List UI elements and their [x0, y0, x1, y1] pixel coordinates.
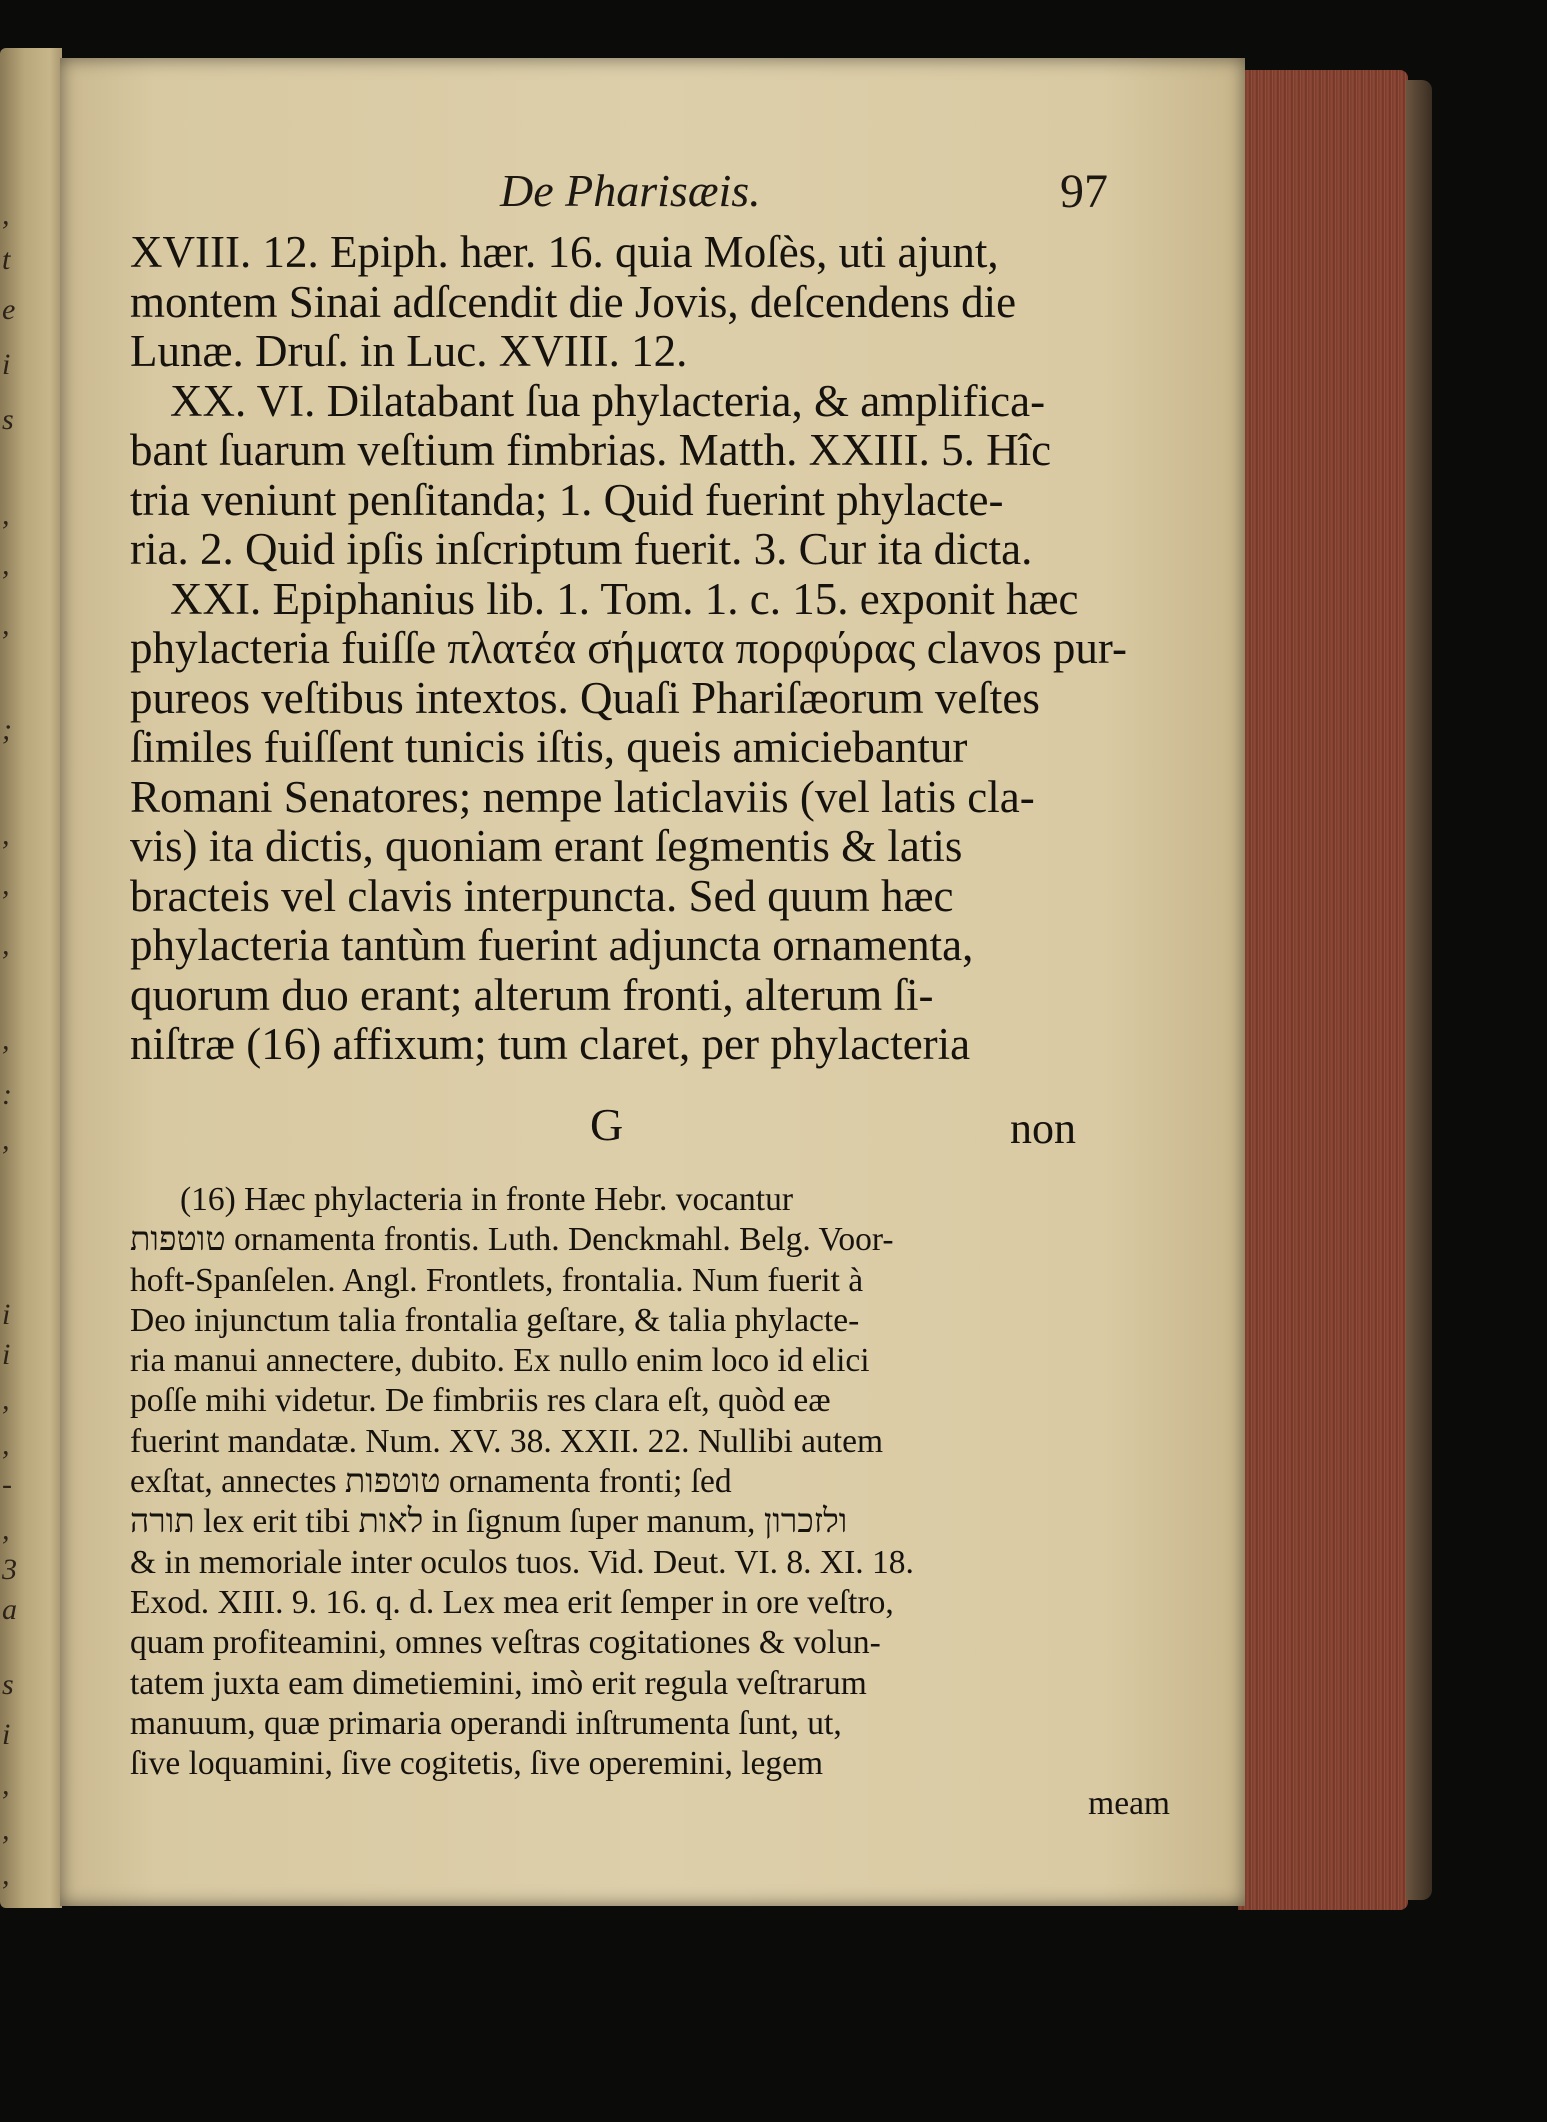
margin-mark: , [2, 1383, 10, 1416]
text-line: phylacteria fuiſſe πλατέα σήματα πορφύρας clavos pur- [130, 623, 1127, 673]
text-line: pureos veſtibus intextos. Quaſi Phariſæorum veſtes [130, 672, 1040, 723]
left-page-edge [0, 48, 62, 1908]
text-line: vis) ita dictis, quoniam erant ſegmentis & latis [130, 821, 963, 871]
footnote-line: Deo injunctum talia frontalia geſtare, & talia phylacte- [130, 1301, 860, 1339]
margin-mark: , [2, 608, 10, 641]
footnote-line: טוטפות ornamenta frontis. Luth. Denckmahl. Belg. Voor- [130, 1221, 894, 1259]
margin-mark: a [2, 1593, 17, 1626]
text-line: niſtræ (16) affixum; tum claret, per phylacteria [130, 1019, 971, 1069]
margin-mark: , [2, 1768, 10, 1801]
margin-mark: , [2, 1513, 10, 1546]
footnote-line: exſtat, annectes טוטפות ornamenta fronti; ſed [130, 1463, 732, 1501]
margin-mark: s [2, 403, 14, 436]
text-line: tria veniunt penſitanda; 1. Quid fuerint phylacte- [130, 474, 1004, 525]
page-number: 97 [1060, 165, 1108, 218]
margin-mark: , [2, 818, 10, 851]
text-line: XXI. Epiphanius lib. 1. Tom. 1. c. 15. exponit hæc [170, 573, 1079, 624]
margin-mark: , [2, 198, 10, 231]
running-title: De Pharisæis. [500, 165, 761, 216]
footnote-line: meam [1088, 1785, 1170, 1823]
book-page-block-edge [1238, 70, 1408, 1910]
footnote-line: (16) Hæc phylacteria in fronte Hebr. vocantur [180, 1181, 794, 1218]
margin-mark: , [2, 1858, 10, 1891]
margin-mark: ; [2, 713, 12, 746]
margin-mark: i [2, 1718, 11, 1751]
footnote-line: hoft-Spanſelen. Angl. Frontlets, frontalia. Num fuerit à [130, 1261, 864, 1299]
margin-mark: t [2, 243, 11, 276]
text-line: quorum duo erant; alterum fronti, alterum ſi- [130, 969, 934, 1020]
margin-mark: i [2, 1338, 11, 1371]
footnote [130, 1180, 1170, 1825]
footnote-line: quam profiteamini, omnes veſtras cogitationes & volun- [130, 1624, 881, 1662]
margin-mark: e [2, 293, 16, 326]
text-line: bracteis vel clavis interpuncta. Sed quum hæc [130, 870, 954, 921]
margin-mark: , [2, 928, 10, 961]
footnote-line: fuerint mandatæ. Num. XV. 38. XXII. 22. Nullibi autem [130, 1422, 884, 1460]
book-page [60, 58, 1245, 1906]
footnote-line: manuum, quæ primaria operandi inſtrumenta ſunt, ut, [130, 1704, 842, 1742]
signature-mark: G [590, 1099, 624, 1150]
text-line: ria. 2. Quid ipſis inſcriptum fuerit. 3. Cur ita dicta. [130, 524, 1033, 574]
page-header [60, 164, 1245, 228]
margin-mark: - [2, 1468, 12, 1501]
footnote-line: & in memoriale inter oculos tuos. Vid. Deut. VI. 8. XI. 18. [130, 1543, 914, 1581]
footnote-line: poſſe mihi videtur. De fimbriis res clara eſt, quòd eæ [130, 1382, 831, 1420]
margin-mark: i [2, 348, 11, 381]
margin-mark: , [2, 1428, 10, 1461]
margin-mark: s [2, 1668, 14, 1701]
margin-mark: , [2, 1813, 10, 1846]
margin-mark: , [2, 1123, 10, 1156]
text-line: ſimiles fuiſſent tunicis iſtis, queis amiciebantur [130, 722, 968, 772]
margin-mark: : [2, 1078, 12, 1111]
margin-mark: , [2, 498, 10, 531]
catchword: non [1010, 1104, 1076, 1153]
margin-mark: , [2, 868, 10, 901]
margin-mark: 3 [2, 1553, 17, 1586]
text-line: XX. VI. Dilatabant ſua phylacteria, & amplifica- [170, 375, 1046, 426]
margin-mark: , [2, 548, 10, 581]
footnote-line: ſive loquamini, ſive cogitetis, ſive operemini, legem [130, 1745, 824, 1783]
text-line: montem Sinai adſcendit die Jovis, deſcendens die [130, 276, 1017, 327]
text-line: XVIII. 12. Epiph. hær. 16. quia Moſès, uti ajunt, [130, 227, 999, 277]
footnote-line: tatem juxta eam dimetiemini, imò erit regula veſtrarum [130, 1664, 867, 1702]
footnote-line: תורה lex erit tibi לאות in ſignum ſuper manum, ולזכרון [130, 1503, 848, 1541]
footnote-line: Exod. XIII. 9. 16. q. d. Lex mea erit ſemper in ore veſtro, [130, 1583, 894, 1621]
text-line: Romani Senatores; nempe laticlaviis (vel latis cla- [130, 771, 1035, 822]
footnote-line: ria manui annectere, dubito. Ex nullo enim loco id elici [130, 1342, 870, 1380]
text-line: phylacteria tantùm fuerint adjuncta ornamenta, [130, 920, 974, 970]
text-line: Lunæ. Druſ. in Luc. XVIII. 12. [130, 326, 688, 376]
text-line: bant ſuarum veſtium fimbrias. Matth. XXIII. 5. Hîc [130, 425, 1052, 475]
main-text [130, 228, 1170, 1070]
margin-mark: , [2, 1023, 10, 1056]
margin-mark: i [2, 1298, 11, 1331]
